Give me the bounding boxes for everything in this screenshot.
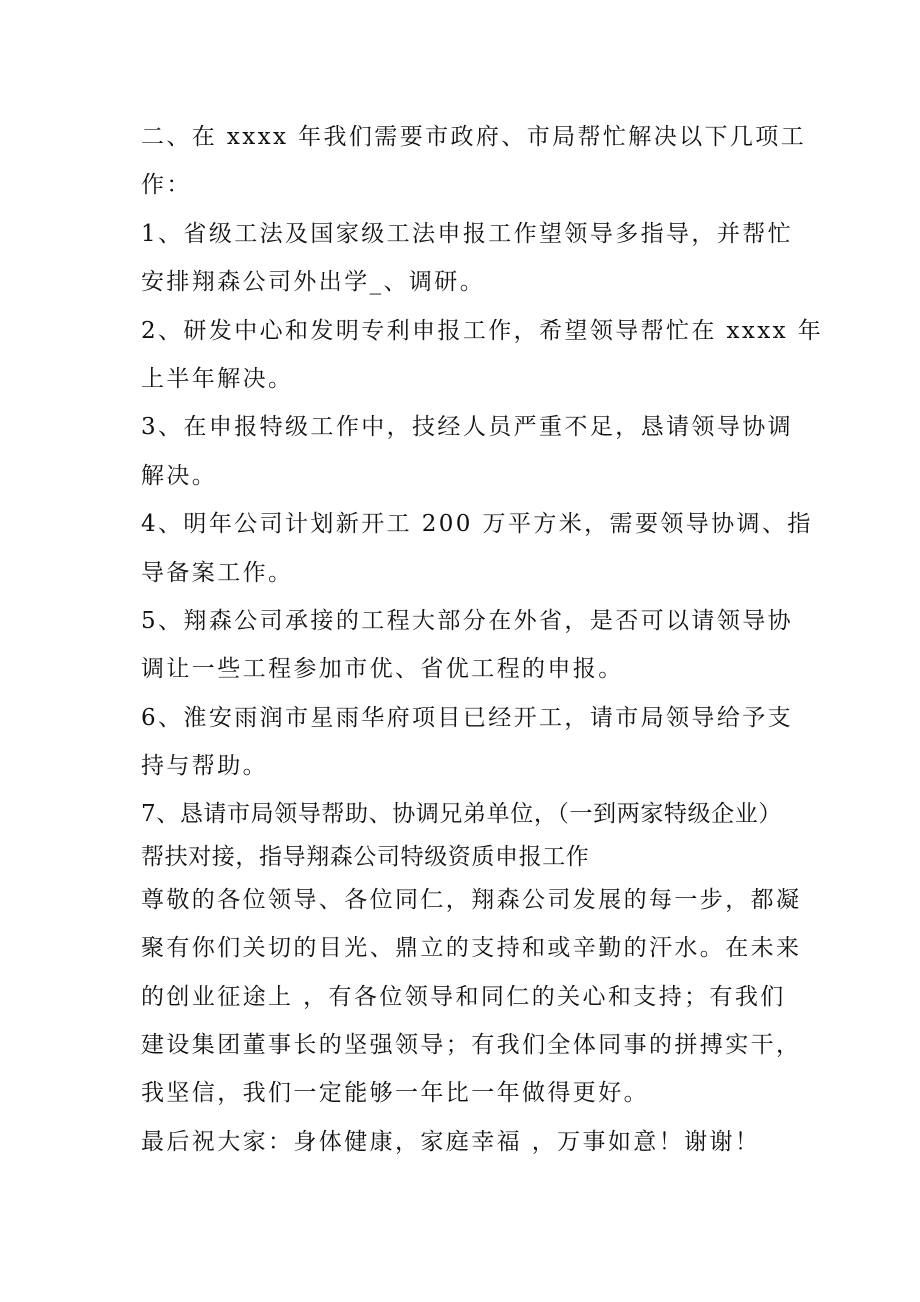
text-line: 5、翔森公司承接的工程大部分在外省，是否可以请领导协 xyxy=(141,607,794,634)
text-line: 作： xyxy=(141,172,192,199)
text-line: 我坚信，我们一定能够一年比一年做得更好。 xyxy=(141,1080,649,1107)
text-line: 最后祝大家：身体健康，家庭幸福 ，万事如意！谢谢！ xyxy=(141,1128,761,1155)
text-line: 6、淮安雨润市星雨华府项目已经开工，请市局领导给予支 xyxy=(141,704,794,731)
text-line: 2、研发中心和发明专利申报工作，希望领导帮忙在 xxxx 年 xyxy=(141,317,824,344)
document-body xyxy=(141,113,824,1166)
text-line: 尊敬的各位领导、各位同仁，翔森公司发展的每一步，都凝 xyxy=(141,886,802,913)
text-line: 二、在 xxxx 年我们需要市政府、市局帮忙解决以下几项工 xyxy=(141,124,807,150)
text-line: 导备案工作。 xyxy=(141,559,294,586)
text-line: 帮扶对接，指导翔森公司特级资质申报工作 xyxy=(141,843,590,870)
text-line: 安排翔森公司外出学_、调研。 xyxy=(141,269,486,296)
text-line: 4、明年公司计划新开工 200 万平方米，需要领导协调、指 xyxy=(141,511,813,538)
text-line: 调让一些工程参加市优、省优工程的申报。 xyxy=(141,656,624,683)
text-line: 上半年解决。 xyxy=(141,365,294,392)
text-line: 聚有你们关切的目光、鼎立的支持和或辛勤的汗水。在未来 xyxy=(141,935,802,962)
text-line: 建设集团董事长的坚强领导；有我们全体同事的拼搏实干， xyxy=(141,1032,802,1059)
text-line: 3、在申报特级工作中，技经人员严重不足，恳请领导协调 xyxy=(141,414,794,441)
text-line: 持与帮助。 xyxy=(141,753,268,780)
text-line: 7、恳请市局领导帮助、协调兄弟单位，（一到两家特级企业） xyxy=(141,801,782,828)
text-line: 解决。 xyxy=(141,462,218,489)
text-line: 的创业征途上 ，有各位领导和同仁的关心和支持；有我们 xyxy=(141,983,786,1010)
text-line: 1、省级工法及国家级工法申报工作望领导多指导，并帮忙 xyxy=(141,220,794,247)
